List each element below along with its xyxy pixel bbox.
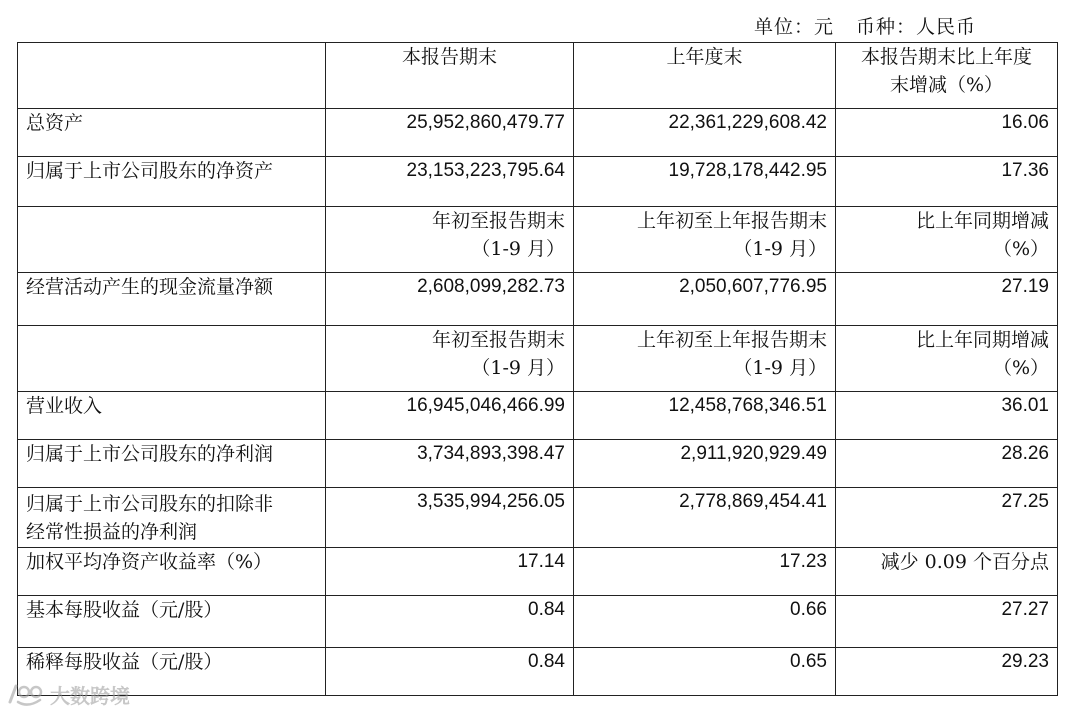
subheader-yoy-change [836,326,1058,392]
watermark-logo-icon [6,682,46,708]
unit-currency-line [754,12,976,39]
row-value-prior: 0.66 [574,596,836,648]
table-row [18,548,1058,596]
row-value-change: 36.01 [836,392,1058,440]
subheader-ytd [326,326,574,392]
row-value-prior: 17.23 [574,548,836,596]
row-label [18,488,326,548]
table-row [18,109,1058,157]
row-label-line1: 归属于上市公司股东的扣除非 [26,493,274,515]
subheader-prior-ytd-line1: 上年初至上年报告期末 [636,210,827,232]
unit-label: 单位：元 [753,16,834,38]
subheader-yoy-line2: （%） [992,357,1049,379]
header-prior-year-end: 上年度末 [574,43,836,109]
row-value-prior: 2,050,607,776.95 [574,273,836,326]
subheader-ytd-line1: 年初至报告期末 [431,329,565,351]
row-value-prior: 19,728,178,442.95 [574,157,836,207]
row-value-prior: 22,361,229,608.42 [574,109,836,157]
row-label: 归属于上市公司股东的净资产 [18,157,326,207]
row-value-change: 27.27 [836,596,1058,648]
subheader-ytd [326,207,574,273]
row-value-prior: 2,778,869,454.41 [574,488,836,548]
row-value-current: 3,535,994,256.05 [326,488,574,548]
row-value-change: 27.19 [836,273,1058,326]
row-label: 稀释每股收益（元/股） [18,648,326,696]
period-subheader-row [18,207,1058,273]
row-label: 基本每股收益（元/股） [18,596,326,648]
row-value-change: 28.26 [836,440,1058,488]
subheader-yoy-line1: 比上年同期增减 [915,210,1049,232]
subheader-prior-ytd-line2: （1-9 月） [733,357,827,379]
subheader-prior-ytd [574,326,836,392]
row-label: 总资产 [18,109,326,157]
row-label: 加权平均净资产收益率（%） [18,548,326,596]
row-value-current: 0.84 [326,596,574,648]
row-value-change: 29.23 [836,648,1058,696]
subheader-yoy-change [836,207,1058,273]
subheader-ytd-line2: （1-9 月） [471,357,565,379]
row-value-current: 17.14 [326,548,574,596]
row-value-current: 0.84 [326,648,574,696]
subheader-prior-ytd [574,207,836,273]
watermark-text: 大数跨境 [50,684,130,708]
row-value-current: 23,153,223,795.64 [326,157,574,207]
row-value-prior: 12,458,768,346.51 [574,392,836,440]
subheader-prior-ytd-line2: （1-9 月） [733,238,827,260]
row-label-line2: 经常性损益的净利润 [26,521,198,543]
row-label: 经营活动产生的现金流量净额 [18,273,326,326]
header-current-period-end: 本报告期末 [326,43,574,109]
row-value-current: 2,608,099,282.73 [326,273,574,326]
subheader-blank-cell [18,326,326,392]
table-row [18,440,1058,488]
header-change-line1: 本报告期末比上年度 [860,46,1032,68]
table-row [18,648,1058,696]
subheader-blank-cell [18,207,326,273]
header-change-percent [836,43,1058,109]
table-header-row [18,43,1058,109]
row-value-current: 3,734,893,398.47 [326,440,574,488]
subheader-ytd-line1: 年初至报告期末 [431,210,565,232]
header-change-line2: 末增减（%） [889,74,1004,96]
row-label: 营业收入 [18,392,326,440]
row-value-change: 减少 0.09 个百分点 [836,548,1058,596]
row-value-current: 16,945,046,466.99 [326,392,574,440]
header-blank-cell [18,43,326,109]
period-subheader-row [18,326,1058,392]
currency-label: 币种：人民币 [855,16,976,38]
row-value-change: 27.25 [836,488,1058,548]
row-value-change: 17.36 [836,157,1058,207]
table-row [18,488,1058,548]
financial-data-table [17,42,1058,696]
row-value-change: 16.06 [836,109,1058,157]
table-row [18,157,1058,207]
row-label: 归属于上市公司股东的净利润 [18,440,326,488]
subheader-prior-ytd-line1: 上年初至上年报告期末 [636,329,827,351]
row-value-current: 25,952,860,479.77 [326,109,574,157]
subheader-yoy-line1: 比上年同期增减 [915,329,1049,351]
table-row [18,392,1058,440]
watermark [6,680,130,709]
subheader-ytd-line2: （1-9 月） [471,238,565,260]
table-row [18,273,1058,326]
row-value-prior: 0.65 [574,648,836,696]
table-row [18,596,1058,648]
row-value-prior: 2,911,920,929.49 [574,440,836,488]
subheader-yoy-line2: （%） [992,238,1049,260]
